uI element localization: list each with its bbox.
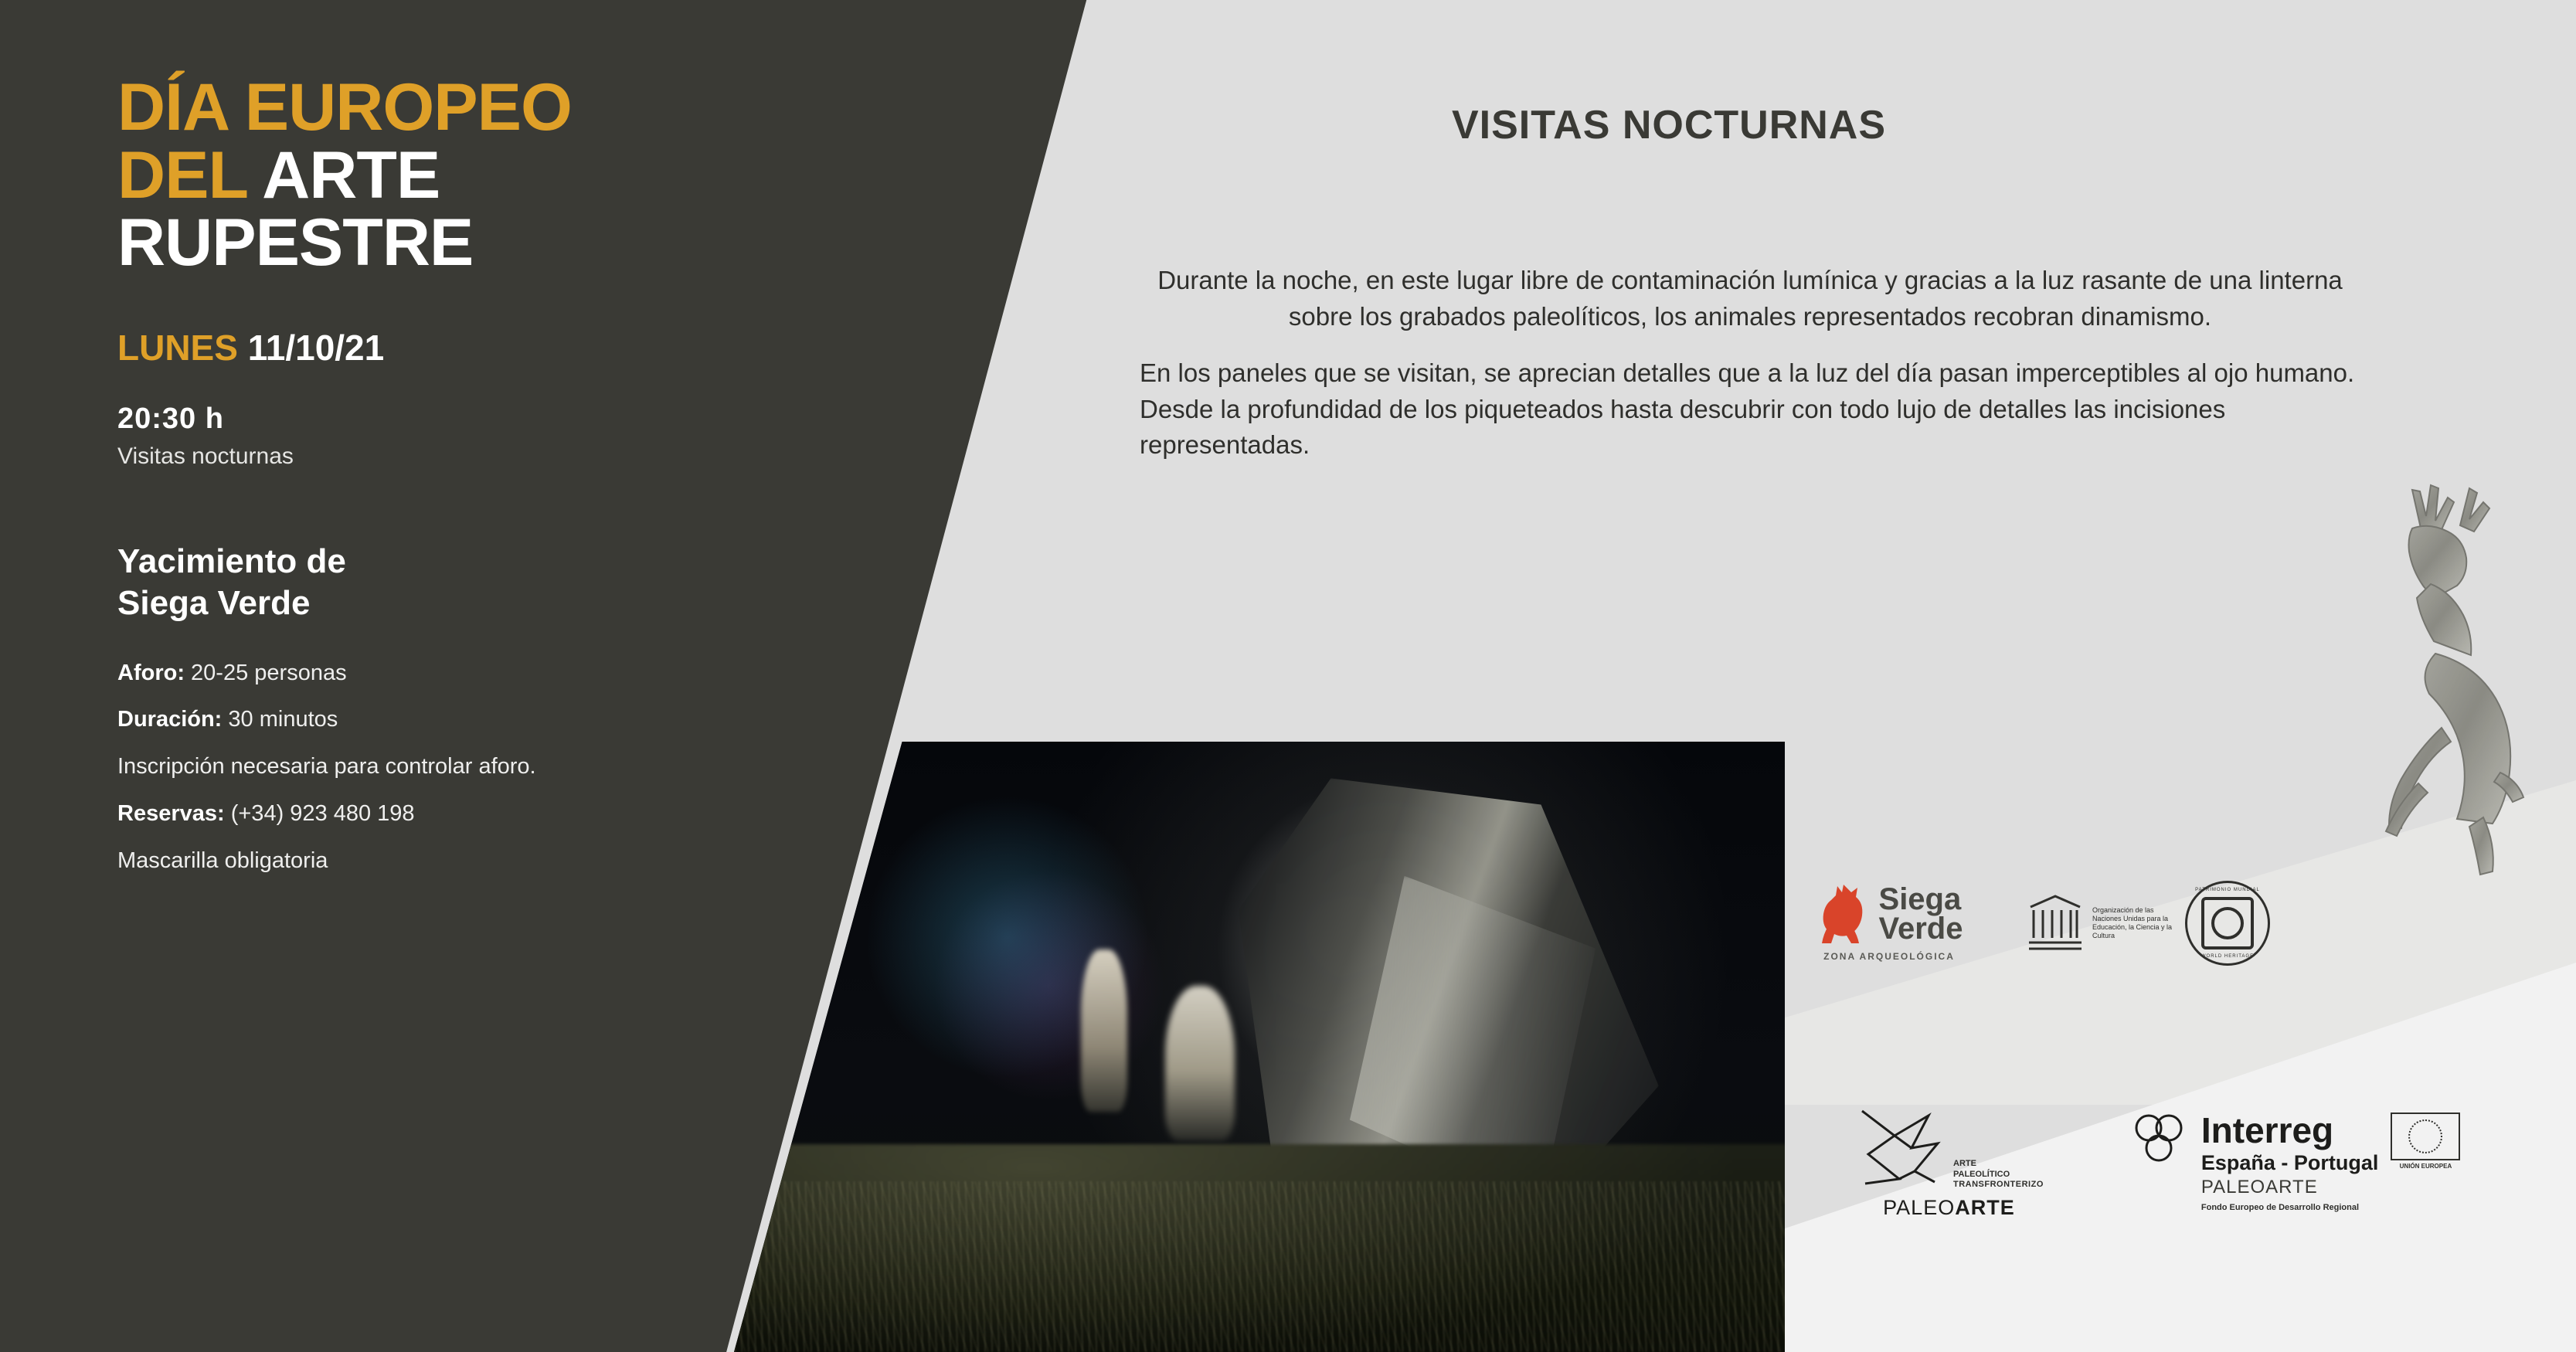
- detail-row: [117, 800, 890, 827]
- event-details-list: [117, 660, 890, 875]
- event-time-subtitle: Visitas nocturnas: [117, 443, 294, 470]
- venue-line-2: Siega Verde: [117, 583, 311, 622]
- siega-verde-line-1: Siega: [1878, 882, 1962, 916]
- detail-label: Aforo:: [117, 660, 185, 685]
- interreg-fund: Fondo Europeo de Desarrollo Regional: [2200, 1203, 2360, 1212]
- event-time: 20:30 h: [117, 403, 224, 436]
- page-title: [117, 70, 890, 280]
- photo-visitor-1: [1081, 949, 1127, 1112]
- detail-label: Duración:: [117, 707, 223, 732]
- logo-row-bottom: [1854, 1105, 2460, 1220]
- title-line-3: RUPESTRE: [117, 206, 474, 280]
- unesco-temple-icon: [2026, 890, 2085, 956]
- deer-logo-icon: [1816, 885, 1871, 943]
- eu-caption: UNIÓN EUROPEA: [2399, 1163, 2452, 1170]
- interreg-mark-icon: [2129, 1113, 2189, 1168]
- photo-visitor-2: [1165, 986, 1235, 1140]
- section-heading: VISITAS NOCTURNAS: [1451, 103, 1887, 148]
- detail-value: 30 minutos: [228, 707, 338, 732]
- interreg-subtitle: España - Portugal: [2200, 1151, 2379, 1174]
- interreg-logo: [2129, 1110, 2461, 1212]
- interreg-title: Interreg: [2200, 1110, 2334, 1150]
- siega-verde-subtitle: ZONA ARQUEOLÓGICA: [1823, 951, 1955, 962]
- paleoarte-word-1: PALEO: [1883, 1196, 1956, 1219]
- siega-verde-wordmark: [1878, 882, 1963, 946]
- interreg-program: PALEOARTE: [2200, 1177, 2318, 1197]
- detail-row: [117, 660, 890, 687]
- world-heritage-emblem-icon: [2185, 881, 2270, 966]
- detail-value: (+34) 923 480 198: [230, 800, 415, 826]
- siega-verde-logo: [1793, 882, 1986, 962]
- detail-row: [117, 706, 890, 733]
- title-line-1: DÍA EUROPEO: [117, 70, 572, 144]
- detail-value: Inscripción necesaria para controlar aforo.: [117, 754, 536, 780]
- unesco-logo: [2026, 881, 2270, 966]
- detail-row: [117, 848, 890, 875]
- detail-label: Reservas:: [117, 800, 225, 826]
- left-content-column: [117, 70, 890, 894]
- paleoarte-word-2: ARTE: [1955, 1196, 2015, 1219]
- detail-value: Mascarilla obligatoria: [117, 848, 328, 873]
- event-weekday: LUNES: [117, 328, 238, 369]
- eu-flag-icon: [2391, 1113, 2460, 1160]
- siega-verde-line-2: Verde: [1878, 912, 1963, 946]
- world-heritage-label-top: PATRIMONIO MUNDIAL: [2195, 888, 2260, 892]
- event-month-year: /10/21: [285, 328, 385, 369]
- detail-value: 20-25 personas: [191, 660, 347, 685]
- venue-line-1: Yacimiento de: [117, 542, 346, 581]
- paleoarte-tag-2: PALEOLÍTICO: [1953, 1169, 2010, 1179]
- deer-engraving-icon: [2228, 471, 2553, 904]
- section-body: [1124, 263, 2376, 484]
- paleoarte-logo: [1854, 1105, 2044, 1220]
- body-paragraph-2: En los paneles que se visitan, se aprecian detalles que a la luz del día pasan imperceptibles al ojo humano. Desde la profundidad de los piqueteados hasta descubrir con todo lujo de detalles las incisiones representadas.: [1140, 358, 2355, 460]
- event-date: [117, 327, 890, 369]
- paleoarte-figure-icon: [1854, 1105, 1946, 1190]
- body-paragraph-1: Durante la noche, en este lugar libre de contaminación lumínica y gracias a la luz rasante de una linterna sobre los grabados paleolíticos, los animales representados recobran dinamismo.: [1157, 266, 2343, 331]
- world-heritage-label-bottom: WORLD HERITAGE: [2200, 954, 2255, 959]
- title-line-2-white: ARTE: [262, 138, 440, 212]
- photo-grass: [734, 1181, 1785, 1352]
- paleoarte-tagline: [1953, 1159, 2044, 1190]
- detail-row: [117, 753, 890, 780]
- paleoarte-tag-3: TRANSFRONTERIZO: [1953, 1179, 2044, 1189]
- title-line-2-gold: DEL: [117, 138, 247, 212]
- logo-row-top: [1793, 881, 2270, 966]
- paleoarte-tag-1: ARTE: [1953, 1159, 1976, 1169]
- night-visit-photo: [734, 742, 1785, 1352]
- paleoarte-wordmark: [1883, 1196, 2015, 1220]
- unesco-caption: Organización de las Naciones Unidas para la Educación, la Ciencia y la Cultura: [2092, 905, 2173, 940]
- title-line-2: [117, 138, 890, 212]
- event-venue: [117, 541, 890, 623]
- event-day: 11: [247, 328, 286, 369]
